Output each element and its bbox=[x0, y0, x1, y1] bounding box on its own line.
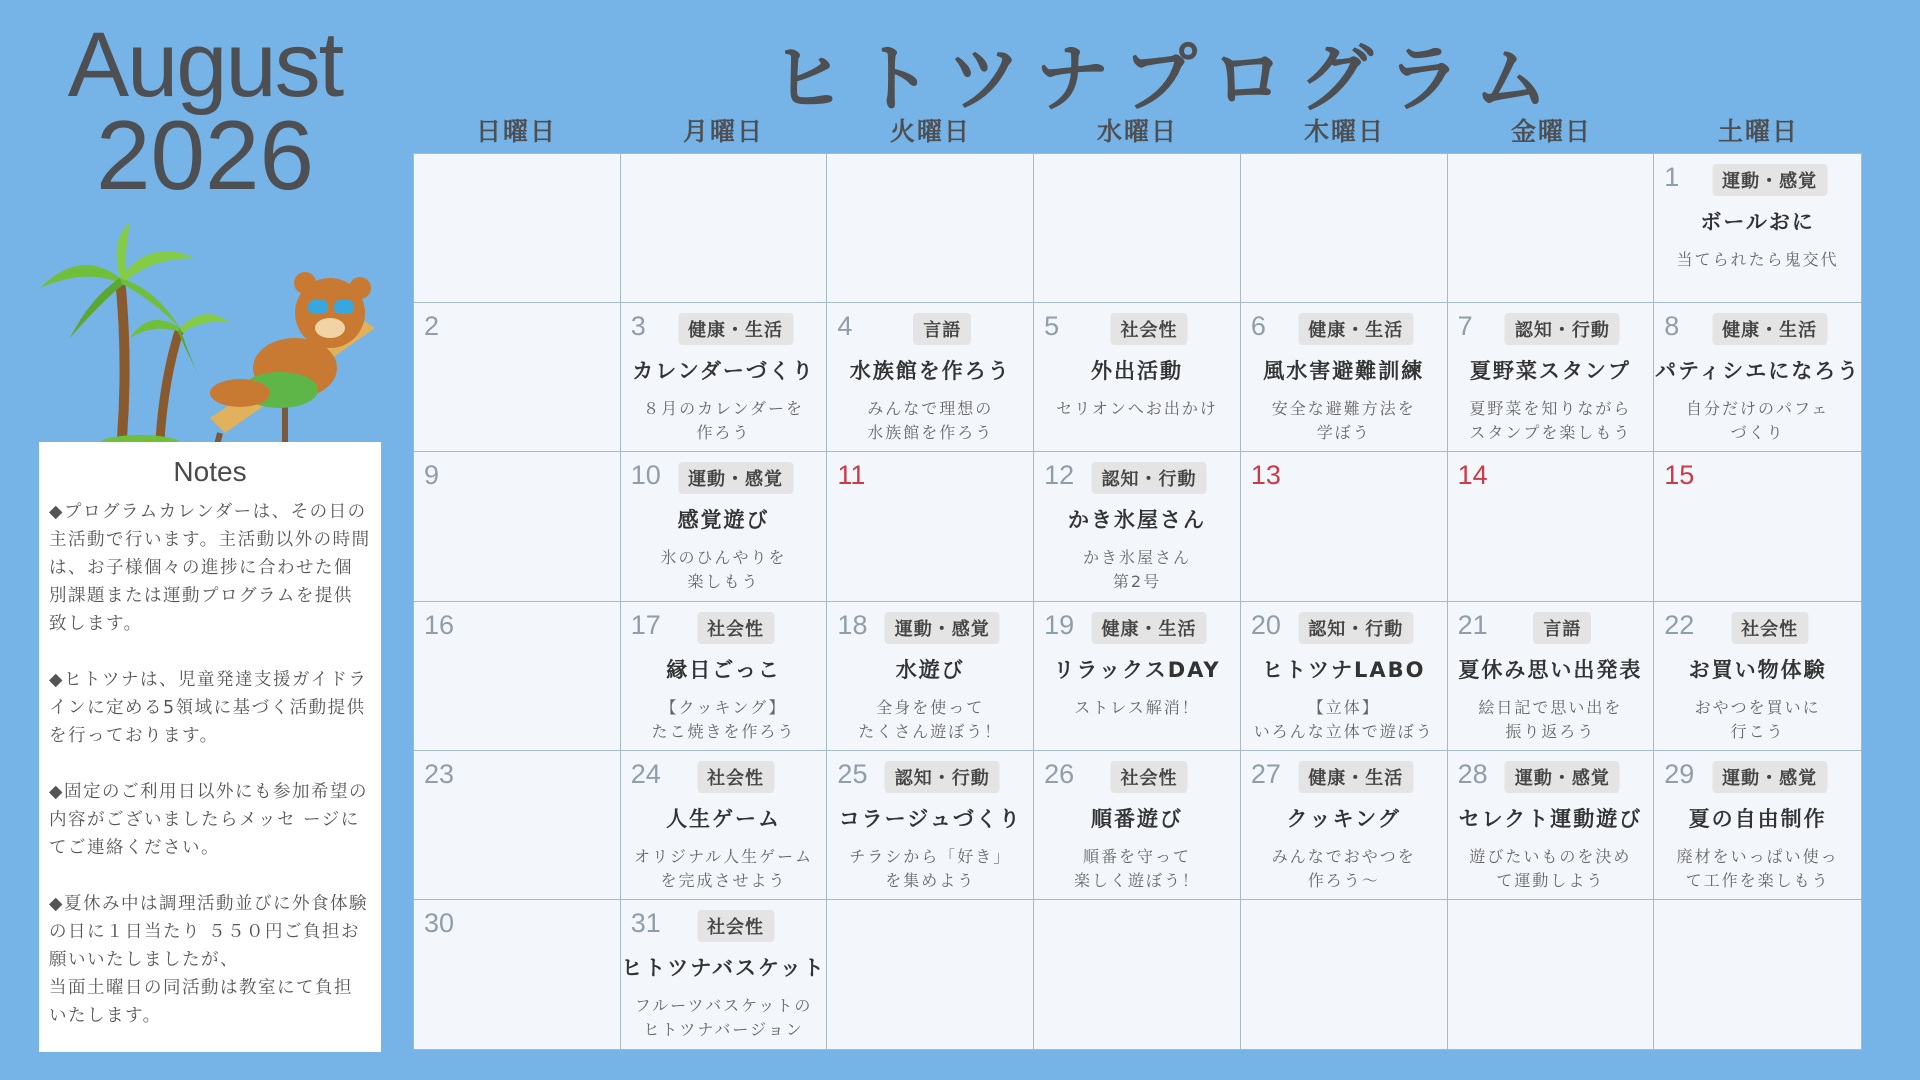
calendar-day-cell bbox=[621, 452, 828, 601]
calendar-grid bbox=[413, 153, 1862, 1050]
note-paragraph: ◆ヒトツナは、児童発達支援ガイドラインに定める5領域に基づく活動提供を行っております。 bbox=[49, 670, 368, 746]
calendar-day-cell bbox=[1654, 154, 1861, 303]
calendar-empty-cell bbox=[1241, 900, 1448, 1049]
category-badge: 言語 bbox=[913, 313, 971, 345]
bear-icon bbox=[210, 272, 371, 408]
day-number: 18 bbox=[837, 609, 868, 640]
notes-panel bbox=[39, 442, 381, 1052]
day-number: 22 bbox=[1664, 609, 1695, 640]
calendar-empty-cell bbox=[1034, 154, 1241, 303]
activity-title: コラージュづくり bbox=[838, 806, 1022, 831]
calendar-day-cell bbox=[1448, 751, 1655, 900]
category-badge: 運動・感覚 bbox=[678, 462, 793, 494]
activity-title: 外出活動 bbox=[1090, 359, 1183, 384]
weekday-friday: 金曜日 bbox=[1510, 117, 1592, 146]
note-paragraph: ◆固定のご利用日以外にも参加希望の内容がございましたらメッセ ージにてご連絡ください。 bbox=[49, 782, 368, 858]
activity-description: 【クッキング】 たこ焼きを作ろう bbox=[651, 697, 796, 741]
activity-description: 自分だけのパフェ づくり bbox=[1686, 399, 1830, 443]
calendar-day-cell bbox=[1654, 452, 1861, 601]
activity-title: ボールおに bbox=[1700, 210, 1815, 234]
calendar-empty-cell bbox=[1034, 900, 1241, 1049]
activity-description: 当てられたら鬼交代 bbox=[1676, 250, 1839, 269]
category-badge: 運動・感覚 bbox=[1505, 761, 1620, 793]
activity-description: オリジナル人生ゲーム を完成させよう bbox=[633, 846, 814, 890]
day-number: 16 bbox=[424, 609, 455, 640]
category-badge: 健康・生活 bbox=[1091, 612, 1206, 644]
activity-title: 順番遊び bbox=[1090, 806, 1183, 831]
activity-description: 絵日記で思い出を 振り返ろう bbox=[1478, 697, 1623, 741]
activity-description: みんなで理想の 水族館を作ろう bbox=[867, 399, 994, 443]
day-number: 23 bbox=[424, 758, 455, 789]
calendar-day-cell bbox=[1654, 303, 1861, 452]
activity-title: パティシエになろう bbox=[1654, 359, 1861, 384]
activity-title: 縁日ごっこ bbox=[666, 657, 781, 682]
activity-title: ヒトツナLABO bbox=[1261, 657, 1426, 682]
calendar-day-cell bbox=[1241, 303, 1448, 452]
day-number: 5 bbox=[1044, 311, 1060, 342]
activity-title: お買い物体験 bbox=[1688, 657, 1827, 682]
day-number: 30 bbox=[424, 907, 455, 938]
category-badge: 健康・生活 bbox=[1712, 313, 1827, 345]
category-badge: 社会性 bbox=[697, 612, 774, 644]
category-badge: 健康・生活 bbox=[1298, 313, 1413, 345]
activity-description: ８月のカレンダーを 作ろう bbox=[643, 399, 805, 443]
calendar-empty-cell bbox=[827, 154, 1034, 303]
calendar-day-cell bbox=[1034, 751, 1241, 900]
category-badge: 認知・行動 bbox=[885, 761, 1000, 793]
calendar-day-cell bbox=[1448, 303, 1655, 452]
calendar-day-cell bbox=[1241, 751, 1448, 900]
weekday-header bbox=[413, 112, 1862, 148]
category-badge: 健康・生活 bbox=[678, 313, 793, 345]
activity-description: おやつを買いに 行こう bbox=[1694, 697, 1821, 741]
calendar-day-cell bbox=[621, 303, 828, 452]
calendar-day-cell bbox=[1034, 602, 1241, 751]
day-number: 15 bbox=[1664, 460, 1695, 491]
activity-description: みんなでおやつを 作ろう～ bbox=[1271, 846, 1416, 890]
activity-title: カレンダーづくり bbox=[632, 359, 815, 384]
calendar-day-cell bbox=[827, 452, 1034, 601]
calendar-day-cell bbox=[827, 751, 1034, 900]
day-number: 14 bbox=[1457, 460, 1488, 491]
day-number: 25 bbox=[837, 758, 868, 789]
day-number: 3 bbox=[630, 311, 646, 342]
calendar-day-cell bbox=[414, 303, 621, 452]
category-badge: 認知・行動 bbox=[1091, 462, 1206, 494]
activity-title: 水遊び bbox=[895, 657, 965, 682]
activity-title: 水族館を作ろう bbox=[849, 359, 1011, 384]
day-number: 2 bbox=[424, 311, 440, 342]
month-year-title bbox=[40, 14, 370, 211]
activity-title: 人生ゲーム bbox=[666, 806, 782, 831]
month-label: August bbox=[67, 14, 343, 116]
day-number: 27 bbox=[1250, 758, 1281, 789]
calendar-day-cell bbox=[1448, 602, 1655, 751]
calendar-day-cell bbox=[1034, 303, 1241, 452]
category-badge: 運動・感覚 bbox=[1712, 164, 1827, 196]
activity-description: 順番を守って 楽しく遊ぼう！ bbox=[1073, 846, 1200, 890]
activity-title: 夏休み思い出発表 bbox=[1458, 657, 1643, 682]
calendar-day-cell bbox=[1654, 751, 1861, 900]
calendar-day-cell bbox=[1241, 452, 1448, 601]
day-number: 13 bbox=[1250, 460, 1281, 491]
calendar-day-cell bbox=[827, 303, 1034, 452]
category-badge: 運動・感覚 bbox=[1712, 761, 1827, 793]
activity-description: 夏野菜を知りながら スタンプを楽しもう bbox=[1469, 399, 1632, 443]
day-number: 31 bbox=[630, 907, 661, 938]
calendar-day-cell bbox=[827, 602, 1034, 751]
day-number: 11 bbox=[837, 460, 866, 491]
category-badge: 社会性 bbox=[697, 910, 774, 942]
weekday-wednesday: 水曜日 bbox=[1096, 117, 1178, 146]
category-badge: 社会性 bbox=[697, 761, 774, 793]
activity-description: ストレス解消！ bbox=[1074, 697, 1200, 717]
day-number: 10 bbox=[630, 460, 661, 491]
note-paragraph: ◆夏休み中は調理活動並びに外食体験の日に１日当たり ５５０円ご負担お願いいたしましたが、 当面土曜日の同活動は教室にて負担いたします。 bbox=[49, 894, 368, 1026]
activity-description: 廃材をいっぱい使っ て工作を楽しもう bbox=[1676, 846, 1839, 890]
day-number: 7 bbox=[1457, 311, 1473, 342]
bear-sunbathing-illustration bbox=[30, 218, 390, 468]
calendar-empty-cell bbox=[414, 154, 621, 303]
weekday-thursday: 木曜日 bbox=[1303, 117, 1385, 146]
activity-title: 夏の自由制作 bbox=[1688, 806, 1827, 831]
palm-tree-icon bbox=[40, 223, 230, 451]
weekday-sunday: 日曜日 bbox=[475, 117, 557, 146]
day-number: 20 bbox=[1250, 609, 1281, 640]
activity-title: セレクト運動遊び bbox=[1458, 806, 1643, 831]
activity-title: ヒトツナバスケット bbox=[621, 955, 826, 980]
calendar-day-cell bbox=[621, 751, 828, 900]
notes-title: Notes bbox=[173, 456, 247, 487]
calendar-empty-cell bbox=[1448, 154, 1655, 303]
day-number: 9 bbox=[424, 460, 440, 491]
calendar-day-cell bbox=[1034, 452, 1241, 601]
activity-title: 風水害避難訓練 bbox=[1263, 359, 1425, 384]
day-number: 24 bbox=[630, 758, 661, 789]
activity-description: 全身を使って たくさん遊ぼう！ bbox=[858, 697, 1003, 741]
activity-description: 氷のひんやりを 楽しもう bbox=[660, 548, 787, 592]
category-badge: 言語 bbox=[1533, 612, 1591, 644]
category-badge: 社会性 bbox=[1110, 313, 1187, 345]
activity-title: リラックスDAY bbox=[1053, 657, 1221, 682]
calendar-day-cell bbox=[414, 452, 621, 601]
program-title: ヒトツナプログラム bbox=[770, 36, 1563, 122]
calendar-day-cell bbox=[621, 602, 828, 751]
calendar-day-cell bbox=[414, 751, 621, 900]
activity-description: チラシから「好き」 を集めよう bbox=[849, 846, 1012, 890]
note-paragraph: ◆プログラムカレンダーは、その日の主活動で行います。主活動以外の時間は、お子様個々の進捗に合わせた個別課題または運動プログラムを提供致します。 bbox=[49, 502, 371, 634]
activity-title: かき氷屋さん bbox=[1067, 508, 1206, 533]
year-label: 2026 bbox=[95, 100, 314, 211]
day-number: 12 bbox=[1044, 460, 1075, 491]
day-number: 28 bbox=[1457, 758, 1488, 789]
calendar-day-cell bbox=[414, 900, 621, 1049]
category-badge: 認知・行動 bbox=[1505, 313, 1620, 345]
day-number: 19 bbox=[1044, 609, 1075, 640]
category-badge: 社会性 bbox=[1110, 761, 1187, 793]
day-number: 26 bbox=[1044, 758, 1075, 789]
activity-description: フルーツバスケットの ヒトツナバージョン bbox=[634, 995, 813, 1039]
calendar-empty-cell bbox=[1241, 154, 1448, 303]
activity-title: クッキング bbox=[1286, 806, 1401, 831]
day-number: 21 bbox=[1457, 609, 1488, 640]
weekday-monday: 月曜日 bbox=[682, 117, 764, 146]
day-number: 4 bbox=[837, 311, 853, 342]
calendar-empty-cell bbox=[1448, 900, 1655, 1049]
calendar-day-cell bbox=[1448, 452, 1655, 601]
weekday-tuesday: 火曜日 bbox=[889, 117, 971, 146]
calendar-day-cell bbox=[621, 900, 828, 1049]
category-badge: 健康・生活 bbox=[1298, 761, 1413, 793]
calendar-empty-cell bbox=[1654, 900, 1861, 1049]
calendar-day-cell bbox=[414, 602, 621, 751]
day-number: 6 bbox=[1250, 311, 1266, 342]
calendar-empty-cell bbox=[827, 900, 1034, 1049]
activity-description: セリオンへお出かけ bbox=[1056, 399, 1218, 419]
category-badge: 運動・感覚 bbox=[885, 612, 1000, 644]
activity-title: 感覚遊び bbox=[677, 508, 770, 533]
day-number: 17 bbox=[630, 609, 661, 640]
category-badge: 社会性 bbox=[1731, 612, 1808, 644]
activity-description: かき氷屋さん 第2号 bbox=[1082, 548, 1191, 592]
category-badge: 認知・行動 bbox=[1298, 612, 1413, 644]
weekday-saturday: 土曜日 bbox=[1717, 117, 1799, 146]
day-number: 8 bbox=[1664, 311, 1680, 342]
activity-title: 夏野菜スタンプ bbox=[1469, 359, 1631, 384]
calendar-empty-cell bbox=[621, 154, 828, 303]
activity-description: 遊びたいものを決め て運動しよう bbox=[1469, 846, 1632, 890]
calendar-day-cell bbox=[1241, 602, 1448, 751]
activity-description: 安全な避難方法を 学ぼう bbox=[1271, 399, 1416, 443]
calendar-day-cell bbox=[1654, 602, 1861, 751]
day-number: 29 bbox=[1664, 758, 1695, 789]
day-number: 1 bbox=[1664, 162, 1680, 192]
activity-description: 【立体】 いろんな立体で遊ぼう bbox=[1253, 697, 1434, 741]
